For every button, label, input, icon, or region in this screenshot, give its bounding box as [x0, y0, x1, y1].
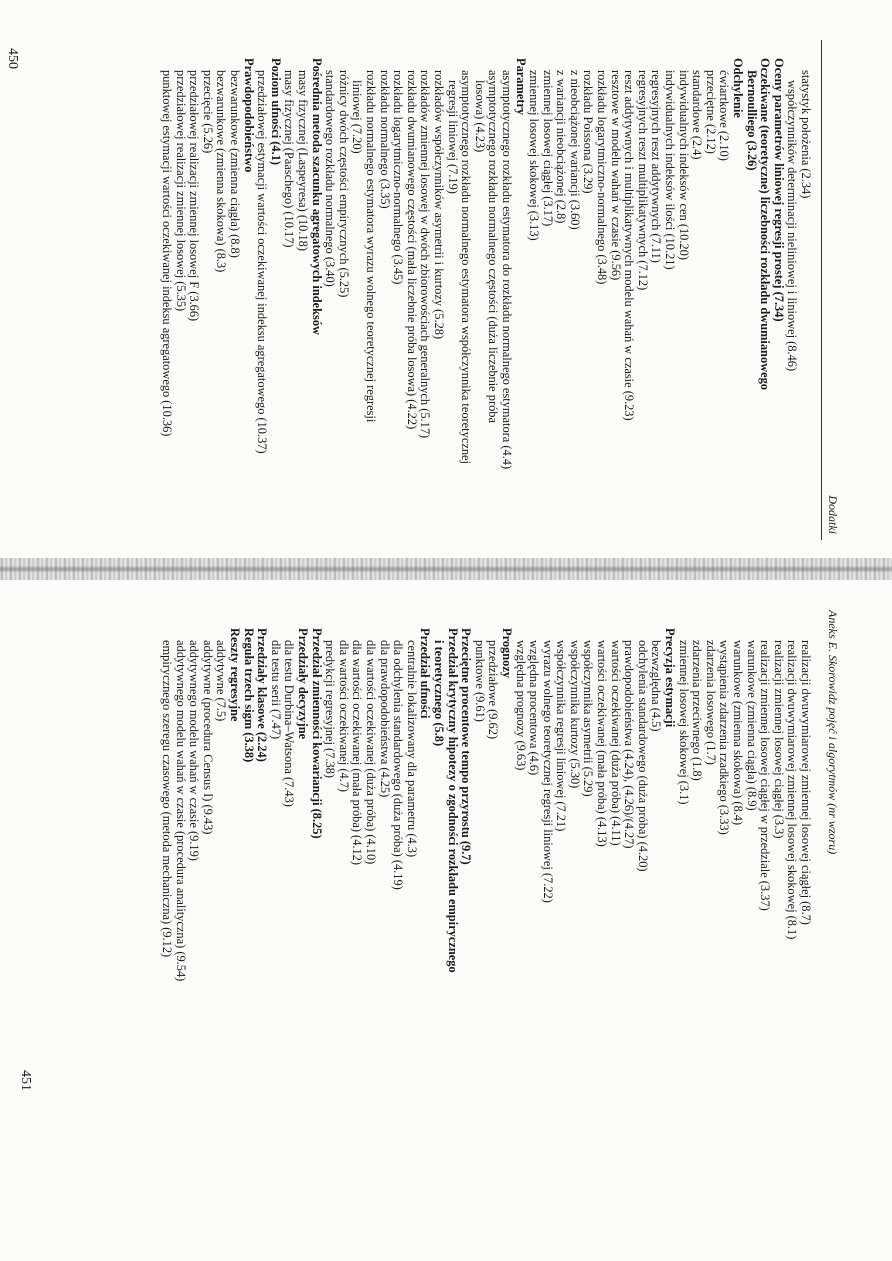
index-subentry: współczynnika regresji liniowej (7.21) — [554, 640, 569, 832]
index-subentry: względna prognozy (9.63) — [513, 640, 528, 771]
page-number-right: 451 — [18, 1070, 33, 1091]
index-subentry: różnicy dwóch częstości empirycznych (5.25) — [336, 70, 351, 298]
index-subentry: dla prawdopodobieństwa (4.25) — [377, 640, 392, 798]
index-subentry: zmiennej losowej skokowej (3.1) — [676, 640, 691, 805]
index-subentry: rozkładu logarytmiczno-normalnego (3.45) — [391, 70, 406, 285]
index-subentry: zdarzenia przeciwnego (1.8) — [690, 640, 705, 781]
index-subentry: standardowego rozkładu normalnego (3.40) — [323, 70, 338, 287]
index-subentry: realizacji zmiennej losowej ciągłej w przedziale (3.37) — [758, 640, 773, 911]
running-head-title: Dodatki — [826, 495, 840, 534]
index-subentry: punktowej estymacji wartości oczekiwanej indeksu agregatowego (10.36) — [160, 70, 175, 437]
index-subentry: warunkowe (zmienna skokowa) (8.4) — [731, 640, 746, 826]
index-subentry: rozkładów zmiennej losowej w dwóch zbiorowościach generalnych (5.17) — [418, 70, 433, 439]
index-subentry: centralnie lokalizowany dla parametru (4.3) — [404, 640, 419, 858]
index-subentry: asymptotycznego rozkładu normalnego częstości (duża liczebnie próba — [486, 70, 501, 423]
index-heading: Prognozy — [499, 628, 514, 679]
index-subentry: punktowe (9.61) — [472, 640, 487, 722]
index-subentry: ćwiartkowe (2.10) — [717, 70, 732, 161]
index-subentry: przedziałowej estymacji wartości oczekiwanej indeksu agregatowego (10.37) — [255, 70, 270, 454]
index-heading: Przedziały klasowe (2.24) — [255, 628, 270, 762]
index-subentry: wystąpienia zdarzenia rzadkiego (3.33) — [717, 640, 732, 835]
index-subentry: addytywnego modelu wahań w czasie (9.19) — [187, 640, 202, 861]
index-subentry: standardowe (2.4) — [690, 70, 705, 160]
index-subentry: reszt addytywnych i multiplikatywnych modelu wahań w czasie (9.23) — [622, 70, 637, 421]
index-subentry: dla wartości oczekiwanej (duża próba) (4.10) — [364, 640, 378, 865]
index-subentry: statystyk położenia (2.34) — [799, 70, 813, 199]
index-subentry: regresyjnych reszt multiplikatywnych (7.12) — [635, 70, 650, 291]
index-subentry: predykcji regresyjnej (7.38) — [323, 640, 338, 778]
index-heading: Odchylenie — [731, 58, 746, 118]
index-subentry: współczynników determinacji nieliniowej i liniowej (8.46) — [785, 80, 800, 372]
index-subentry: współczynnika asymetrii (5.29) — [581, 640, 596, 797]
index-heading: Przedział krytyczny hipotezy o zgodności rozkładu empirycznego — [445, 628, 460, 973]
index-subentry: asymptotycznego rozkładu estymatora do rozkładu normalnego estymatora (4.4) — [499, 70, 514, 470]
index-subentry: losowa) (4.23) — [472, 80, 487, 153]
index-subentry: regresyjnych reszt addytywnych (7.11) — [649, 70, 664, 263]
index-subentry: dla odchylenia standardowego (duża próba) (4.19) — [391, 640, 406, 890]
running-head-title: Aneks E. Skorowidz pojęć i algorytmów (nr wzoru) — [826, 610, 840, 855]
index-subentry: rozkładu logarytmiczno-normalnego (3.48) — [595, 70, 610, 285]
binding-gutter — [0, 558, 892, 580]
index-subentry: wartości oczekiwanej (mała próba) (4.13) — [595, 640, 610, 847]
index-subentry: resztowe w modelu wahań w czasie (9.56) — [608, 70, 623, 281]
head-rule — [821, 40, 822, 540]
index-subentry: bezwzględna (4.5) — [649, 640, 664, 732]
index-subentry: bezwarunkowe (zmienna skokowa) (8.3) — [214, 70, 229, 273]
index-subentry: zdarzenia losowego (1.7) — [703, 640, 718, 765]
index-subentry: odchylenia standardowego (duża próba) (4.20) — [635, 640, 650, 872]
page-450 — [160, 40, 842, 540]
index-subentry: dla testu Durbina–Watsona (7.43) — [282, 640, 297, 807]
index-subentry: rozkładów współczynników asymetrii i kurtozy (5.28) — [431, 70, 446, 340]
index-subentry: przedziałowe (9.62) — [486, 640, 501, 740]
page-451 — [160, 610, 842, 1170]
index-subentry: wyrazu wolnego teoretycznej regresji liniowej (7.22) — [540, 640, 555, 903]
index-subentry: realizacji dwuwymiarowej zmiennej losowej ciągłej (8.7) — [799, 640, 813, 925]
index-subentry: warunkowe (zmienna ciągła) (8.9) — [744, 640, 759, 811]
index-subentry: addytywnego modelu wahań w czasie (procedura analityczna) (9.54) — [173, 640, 188, 982]
index-subentry: empirycznego szeregu czasowego (metoda mechaniczna) (9.12) — [160, 640, 175, 958]
index-subentry: addytywne (7.5) — [214, 640, 229, 722]
index-subentry: liniowej (7.20) — [350, 80, 365, 154]
index-subentry: dla testu serii (7.47) — [268, 640, 283, 740]
index-heading: Przedziały decyzyjne — [296, 628, 311, 740]
index-heading: Przedział ufności — [418, 628, 433, 719]
index-subentry: realizacji zmiennej losowej ciągłej (3.3) — [771, 640, 786, 839]
index-heading: Parametry — [513, 58, 528, 116]
index-subentry: bezwarunkowe (zmienna ciągła) (8.8) — [228, 70, 243, 258]
index-subentry: zmiennej losowej skokowej (3.13) — [527, 70, 542, 241]
index-subentry: masy fizycznej (Paaschego) (10.17) — [282, 70, 297, 248]
index-heading: Przedział zmienności kowariancji (8.25) — [309, 628, 324, 839]
index-heading: Poziom ufności (4.1) — [268, 58, 283, 166]
index-subentry: wartości oczekiwanej (duża próba) (4.11) — [608, 640, 623, 846]
index-subentry: rozkładu Poissona (3.29) — [581, 70, 596, 194]
index-subentry: dla wartości oczekiwanej (mała próba) (4.12) — [350, 640, 365, 865]
index-subentry: przedziałowej realizacji zmiennej losowej (5.35) — [173, 70, 188, 312]
index-subentry: Bernoulliego (3.26) — [744, 70, 759, 171]
index-heading: Precyzja estymacji — [663, 628, 678, 728]
index-subentry: asymptotycznego rozkładu normalnego estymatora współczynnika teoretycznej — [459, 70, 474, 464]
index-heading: Reguła trzech sigm (3.38) — [241, 628, 256, 763]
index-subentry: indywidualnych indeksów cen (10.20) — [676, 70, 691, 260]
index-entries — [160, 58, 813, 540]
index-heading: Oceny parametrów liniowej regresji prostej (7.34) — [771, 58, 786, 322]
index-subentry: przecięcie (5.26) — [200, 70, 215, 154]
index-heading: Przeciętne procentowe tempo przyrostu (9.7) — [459, 628, 474, 865]
page-number-left: 450 — [5, 48, 20, 69]
index-subentry: przeciętne (2.12) — [703, 70, 718, 154]
index-subentry: prawdopodobieństwa (4.24), (4.26)/(4.27) — [622, 640, 637, 849]
index-subentry: przedziałowej realizacji zmiennej losowej F (3.66) — [187, 70, 202, 322]
index-subentry: z nieobciążonej wariancji (3.60) — [567, 70, 582, 230]
index-subentry: i teoretycznego (5.8) — [431, 640, 446, 747]
index-subentry: regresji liniowej (7.19) — [445, 80, 460, 194]
index-subentry: rozkładu normalnego estymatora wyrazu wolnego teoretycznej regresji — [364, 70, 378, 423]
index-subentry: współczynnika kurtozy (5.30) — [567, 640, 582, 789]
index-subentry: z wariancji nieobciążonej (2.8) — [554, 70, 569, 224]
index-subentry: zmiennej losowej ciągłej (3.17) — [540, 70, 555, 227]
index-subentry: rozkładu dwumianowego częstości (mała liczebnie próba losowa) (4.22) — [404, 70, 419, 430]
index-subentry: rozkładu normalnego (3.35) — [377, 70, 392, 209]
index-subentry: dla wartości oczekiwanej (4.7) — [336, 640, 351, 793]
index-subentry: masy fizycznej (Laspeyresa) (10.18) — [296, 70, 311, 251]
index-heading: Reszty regresyjne — [228, 628, 243, 722]
running-head — [822, 610, 842, 1170]
index-subentry: addytywne (procedura Census I) (9.43) — [200, 640, 215, 835]
index-subentry: względna procentowa (4.6) — [527, 640, 542, 776]
running-head — [822, 40, 842, 540]
index-subentry: indywidualnych indeksów ilości (10.21) — [663, 70, 678, 270]
index-heading: Prawdopodobieństwo — [241, 58, 256, 173]
index-subentry: realizacji dwuwymiarowej zmiennej losowej skokowej (8.1) — [785, 640, 800, 940]
index-entries — [160, 628, 813, 1170]
index-heading: Oczekiwane (teoretyczne) liczebności rozkładu dwumianowego — [758, 58, 773, 390]
index-heading: Pośrednia metoda szacunku agregatowych indeksów — [309, 58, 324, 335]
